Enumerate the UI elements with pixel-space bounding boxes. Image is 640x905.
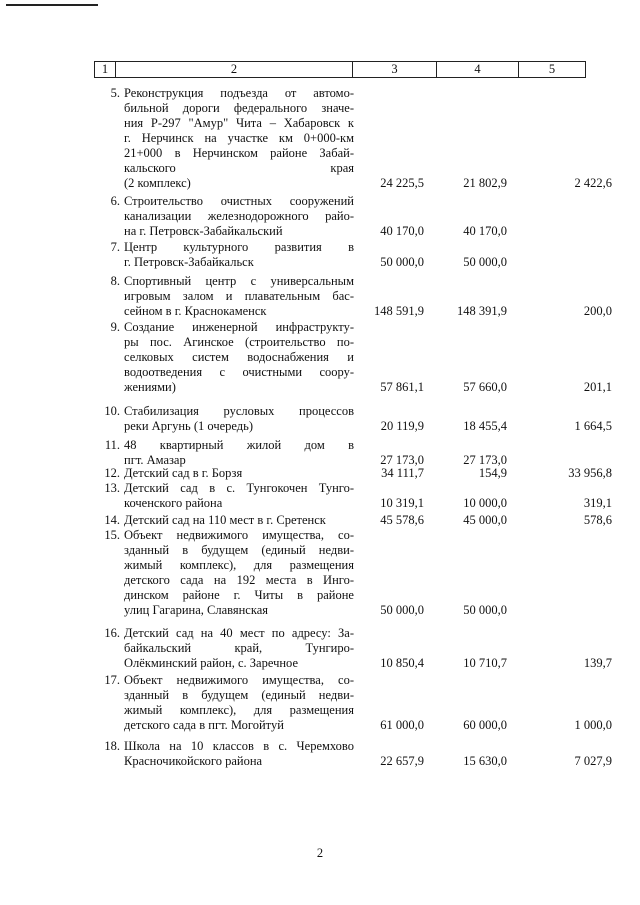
description-line: (2 комплекс): [124, 176, 191, 190]
description-line: Спортивный центр с универсальным: [124, 274, 354, 288]
table-header: [94, 61, 586, 78]
value-col-5: 1 664,5: [574, 419, 612, 433]
value-col-5: 139,7: [583, 656, 612, 670]
value-col-4: 21 802,9: [463, 176, 507, 190]
description-line: ры пос. Агинское (строительство по-: [124, 335, 354, 349]
description-line: водоотведения с очистными соору-: [124, 365, 354, 379]
top-rule: [6, 4, 98, 6]
value-col-3: 24 225,5: [380, 176, 424, 190]
row-number: 6.: [110, 194, 120, 208]
row-description: [124, 194, 354, 239]
value-col-4: 10 000,0: [463, 496, 507, 510]
description-line: бильной дороги федерального значе-: [124, 101, 354, 115]
page-number: 2: [316, 846, 324, 860]
description-line: реки Аргунь (1 очередь): [124, 419, 254, 433]
value-col-3: 34 111,7: [381, 466, 424, 480]
value-col-3: 10 319,1: [380, 496, 424, 510]
description-line: зданный в будущем (единый недви-: [124, 688, 354, 702]
row-description: [124, 513, 354, 528]
description-line: жимый комплекс), для размещения: [124, 558, 354, 572]
row-number: 8.: [110, 274, 120, 288]
description-line: жениями): [124, 380, 176, 394]
description-line: байкальский край, Тунгиро-: [124, 641, 354, 655]
row-description: [124, 438, 354, 468]
value-col-4: 45 000,0: [463, 513, 507, 527]
description-line: Стабилизация русловых процессов: [124, 404, 354, 418]
header-col-2: 2: [116, 62, 353, 77]
description-line: Объект недвижимого имущества, со-: [124, 673, 354, 687]
value-col-3: 50 000,0: [380, 603, 424, 617]
row-number: 12.: [104, 466, 120, 480]
description-line: Строительство очистных сооружений: [124, 194, 354, 208]
value-col-3: 45 578,6: [380, 513, 424, 527]
description-line: Реконструкция подъезда от автомо-: [124, 86, 354, 100]
description-line: 48 квартирный жилой дом в: [124, 438, 354, 452]
description-line: на г. Петровск-Забайкальский: [124, 224, 283, 238]
row-description: [124, 404, 354, 434]
row-number: 17.: [104, 673, 120, 687]
description-line: кальского края: [124, 161, 354, 175]
row-description: [124, 320, 354, 395]
value-col-3: 20 119,9: [380, 419, 424, 433]
header-col-3: 3: [353, 62, 437, 77]
description-line: игровым залом и плавательным бас-: [124, 289, 354, 303]
value-col-3: 50 000,0: [380, 255, 424, 269]
value-col-5: 578,6: [583, 513, 612, 527]
description-line: Детский сад на 110 мест в г. Сретенск: [124, 513, 326, 527]
description-line: детского сада в пгт. Могойтуй: [124, 718, 284, 732]
value-col-3: 10 850,4: [380, 656, 424, 670]
row-description: [124, 86, 354, 191]
value-col-4: 148 391,9: [457, 304, 507, 318]
row-description: [124, 240, 354, 270]
value-col-4: 40 170,0: [463, 224, 507, 238]
description-line: селковых систем водоснабжения и: [124, 350, 354, 364]
value-col-5: 200,0: [583, 304, 612, 318]
header-col-1: 1: [95, 62, 116, 77]
value-col-4: 57 660,0: [463, 380, 507, 394]
value-col-4: 10 710,7: [463, 656, 507, 670]
value-col-4: 154,9: [478, 466, 507, 480]
description-line: Детский сад в г. Борзя: [124, 466, 243, 480]
description-line: г. Нерчинск на участке км 0+000-км: [124, 131, 354, 145]
value-col-5: 1 000,0: [574, 718, 612, 732]
description-line: сейном в г. Краснокаменск: [124, 304, 267, 318]
value-col-4: 50 000,0: [463, 603, 507, 617]
value-col-3: 27 173,0: [380, 453, 424, 467]
value-col-4: 27 173,0: [463, 453, 507, 467]
value-col-5: 201,1: [583, 380, 612, 394]
header-col-5: 5: [548, 62, 556, 76]
row-description: [124, 481, 354, 511]
value-col-5: 319,1: [583, 496, 612, 510]
description-line: динском районе г. Читы в районе: [124, 588, 354, 602]
description-line: 21+000 в Нерчинском районе Забай-: [124, 146, 354, 160]
row-description: [124, 274, 354, 319]
row-number: 9.: [110, 320, 120, 334]
value-col-5: 33 956,8: [568, 466, 612, 480]
value-col-4: 60 000,0: [463, 718, 507, 732]
row-number: 10.: [104, 404, 120, 418]
value-col-4: 18 455,4: [463, 419, 507, 433]
description-line: Создание инженерной инфраструкту-: [124, 320, 354, 334]
value-col-3: 61 000,0: [380, 718, 424, 732]
description-line: жимый комплекс), для размещения: [124, 703, 354, 717]
description-line: коченского района: [124, 496, 223, 510]
value-col-3: 57 861,1: [380, 380, 424, 394]
description-line: Олёкминский район, с. Заречное: [124, 656, 298, 670]
row-number: 7.: [110, 240, 120, 254]
row-description: [124, 626, 354, 671]
row-number: 13.: [104, 481, 120, 495]
description-line: зданный в будущем (единый недви-: [124, 543, 354, 557]
value-col-3: 22 657,9: [380, 754, 424, 768]
value-col-5: 2 422,6: [574, 176, 612, 190]
row-description: [124, 466, 354, 481]
row-number: 16.: [104, 626, 120, 640]
row-description: [124, 673, 354, 733]
row-number: 11.: [104, 438, 120, 452]
description-line: ния Р-297 "Амур" Чита – Хабаровск к: [124, 116, 354, 130]
description-line: Детский сад на 40 мест по адресу: За-: [124, 626, 354, 640]
value-col-4: 15 630,0: [463, 754, 507, 768]
description-line: Школа на 10 классов в с. Черемхово: [124, 739, 354, 753]
row-number: 5.: [110, 86, 120, 100]
description-line: канализации железнодорожного райо-: [124, 209, 354, 223]
header-col-4: 4: [437, 62, 519, 77]
row-description: [124, 739, 354, 769]
row-number: 14.: [104, 513, 120, 527]
row-number: 15.: [104, 528, 120, 542]
value-col-4: 50 000,0: [463, 255, 507, 269]
description-line: Центр культурного развития в: [124, 240, 354, 254]
row-number: 18.: [104, 739, 120, 753]
description-line: Детский сад в с. Тунгокочен Тунго-: [124, 481, 354, 495]
value-col-3: 40 170,0: [380, 224, 424, 238]
description-line: г. Петровск-Забайкальск: [124, 255, 254, 269]
value-col-3: 148 591,9: [374, 304, 424, 318]
description-line: Красночикойского района: [124, 754, 263, 768]
description-line: детского сада на 192 места в Инго-: [124, 573, 354, 587]
description-line: пгт. Амазар: [124, 453, 186, 467]
description-line: улиц Гагарина, Славянская: [124, 603, 269, 617]
row-description: [124, 528, 354, 618]
description-line: Объект недвижимого имущества, со-: [124, 528, 354, 542]
value-col-5: 7 027,9: [574, 754, 612, 768]
